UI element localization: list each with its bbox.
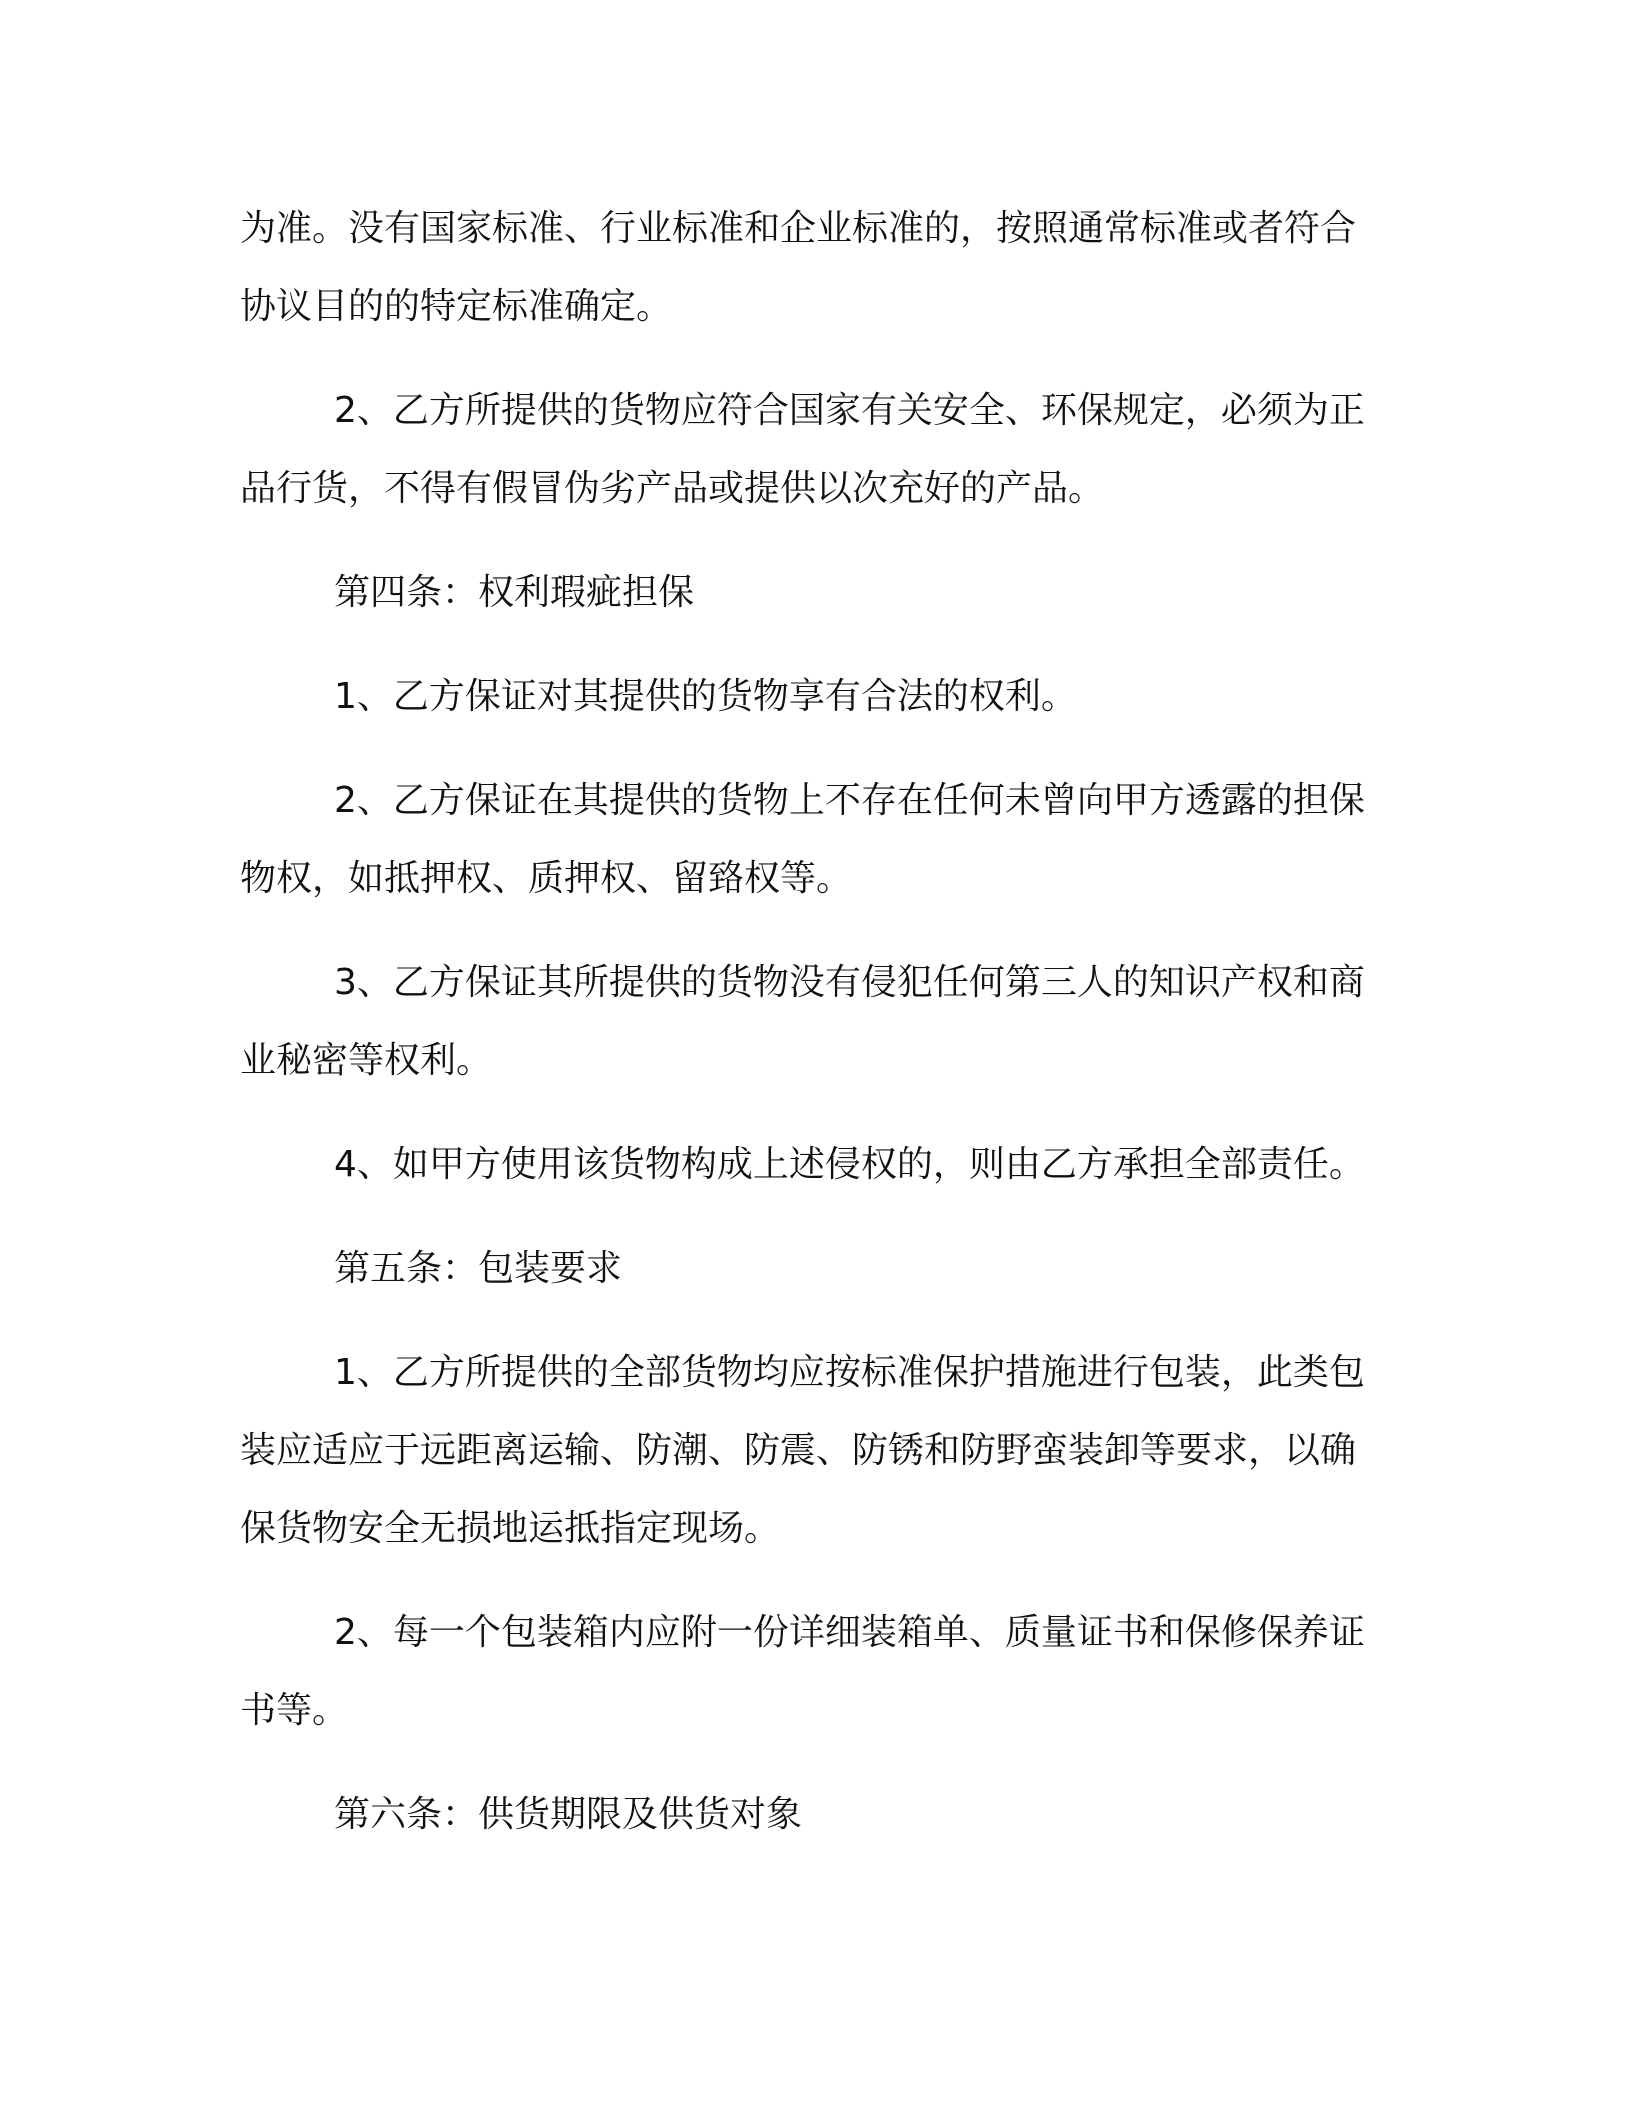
section-heading-4: 第四条：权利瑕疵担保 xyxy=(334,572,695,613)
paragraph-standard-continuation: 为准。没有国家标准、行业标准和企业标准的，按照通常标准或者符合协议目的的特定标准确定。 xyxy=(240,208,1357,327)
paragraph-5-1: 1、乙方所提供的全部货物均应按标准保护措施进行包装，此类包装应适应于远距离运输、防潮、防震、防锈和防野蛮装卸等要求，以确保货物安全无损地运抵指定现场。 xyxy=(240,1352,1365,1549)
paragraph-4-3: 3、乙方保证其所提供的货物没有侵犯任何第三人的知识产权和商业秘密等权利。 xyxy=(240,962,1365,1081)
section-heading-6: 第六条：供货期限及供货对象 xyxy=(334,1794,803,1835)
document-body xyxy=(240,190,1385,1880)
paragraph-4-1: 1、乙方保证对其提供的货物享有合法的权利。 xyxy=(334,676,1077,717)
section-heading-5: 第五条：包装要求 xyxy=(334,1248,623,1289)
paragraph-4-2: 2、乙方保证在其提供的货物上不存在任何未曾向甲方透露的担保物权，如抵押权、质押权、留臵权等。 xyxy=(240,780,1365,899)
paragraph-safety-requirement: 2、乙方所提供的货物应符合国家有关安全、环保规定，必须为正品行货，不得有假冒伪劣产品或提供以次充好的产品。 xyxy=(240,390,1365,509)
paragraph-4-4: 4、如甲方使用该货物构成上述侵权的，则由乙方承担全部责任。 xyxy=(334,1144,1365,1185)
paragraph-5-2: 2、每一个包装箱内应附一份详细装箱单、质量证书和保修保养证书等。 xyxy=(240,1612,1365,1731)
